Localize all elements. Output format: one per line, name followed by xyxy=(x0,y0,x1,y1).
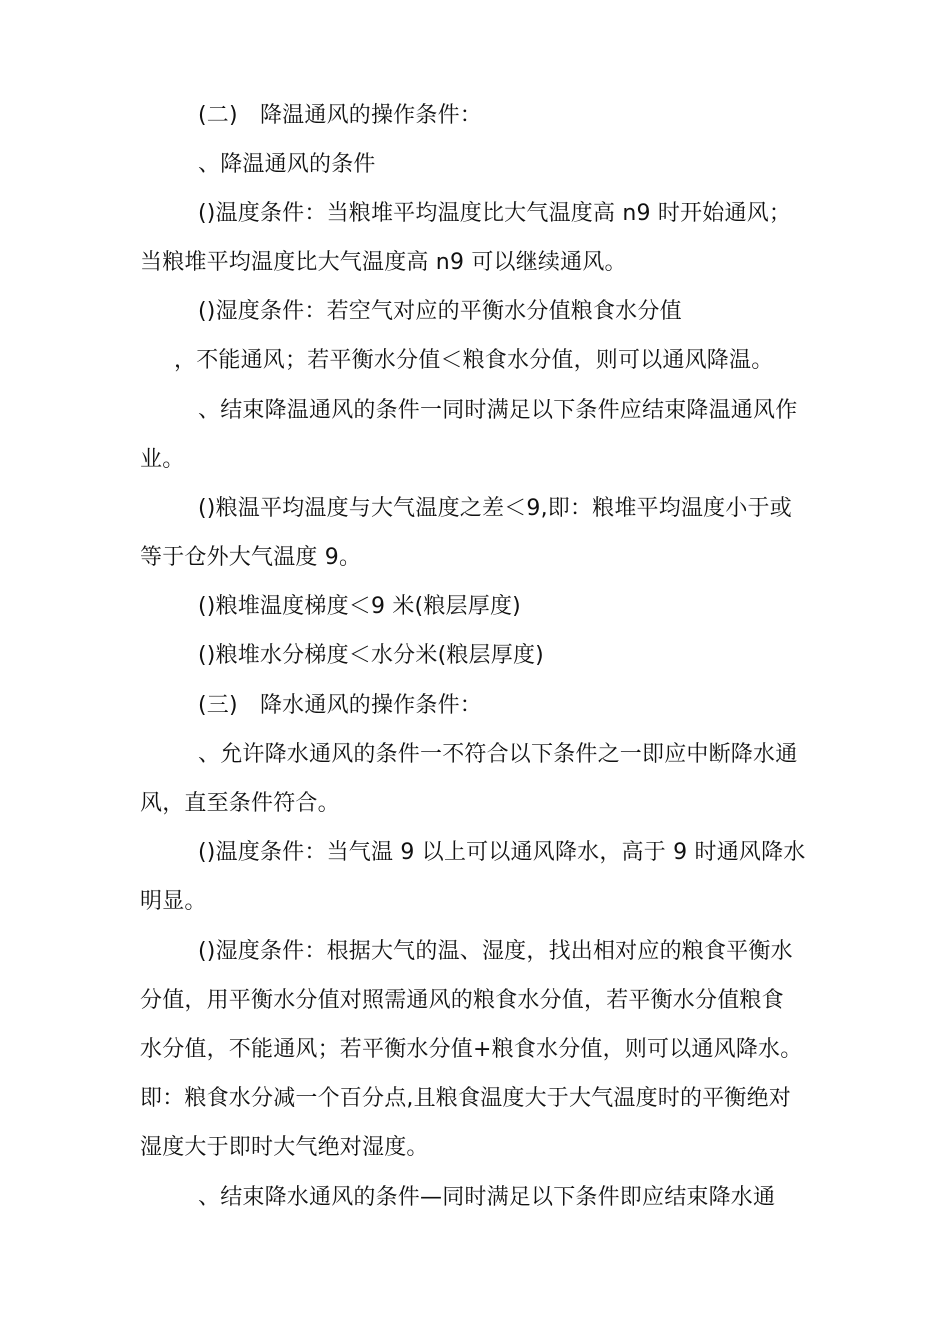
paragraph-line: ()粮堆温度梯度＜9 米(粮层厚度) xyxy=(198,594,521,619)
paragraph-line: ()粮堆水分梯度＜水分米(粮层厚度) xyxy=(198,643,544,668)
paragraph-line: 、结束降水通风的条件—同时满足以下条件即应结束降水通 xyxy=(198,1185,776,1210)
section-heading-cooling: (二) 降温通风的操作条件： xyxy=(198,103,482,128)
paragraph-line: 当粮堆平均温度比大气温度高 n9 可以继续通风。 xyxy=(140,250,627,275)
paragraph-line: ()温度条件：当气温 9 以上可以通风降水，高于 9 时通风降水 xyxy=(198,840,806,865)
paragraph-line: 湿度大于即时大气绝对湿度。 xyxy=(140,1135,429,1160)
paragraph-line: 、结束降温通风的条件一同时满足以下条件应结束降温通风作 xyxy=(198,398,798,423)
paragraph-line: 风，直至条件符合。 xyxy=(140,791,340,816)
paragraph-line: 分值，用平衡水分值对照需通风的粮食水分值，若平衡水分值粮食 xyxy=(140,988,784,1013)
paragraph-line: ()温度条件：当粮堆平均温度比大气温度高 n9 时开始通风； xyxy=(198,201,792,226)
paragraph-line: ()粮温平均温度与大气温度之差＜9,即：粮堆平均温度小于或 xyxy=(198,496,792,521)
section-heading-drying: (三) 降水通风的操作条件： xyxy=(198,693,482,718)
paragraph-line: 等于仓外大气温度 9。 xyxy=(140,545,362,570)
paragraph-line: 、降温通风的条件 xyxy=(198,152,376,177)
paragraph-line: 业。 xyxy=(140,447,185,472)
paragraph-line: ()湿度条件：根据大气的温、湿度，找出相对应的粮食平衡水 xyxy=(198,939,793,964)
paragraph-line: 、允许降水通风的条件一不符合以下条件之一即应中断降水通 xyxy=(198,742,798,767)
paragraph-line: ，不能通风；若平衡水分值＜粮食水分值，则可以通风降温。 xyxy=(174,348,774,373)
paragraph-line: 水分值，不能通风；若平衡水分值+粮食水分值，则可以通风降水。 xyxy=(140,1037,803,1062)
paragraph-line: ()湿度条件：若空气对应的平衡水分值粮食水分值 xyxy=(198,299,682,324)
paragraph-line: 即：粮食水分减一个百分点,且粮食温度大于大气温度时的平衡绝对 xyxy=(140,1086,791,1111)
paragraph-line: 明显。 xyxy=(140,889,207,914)
